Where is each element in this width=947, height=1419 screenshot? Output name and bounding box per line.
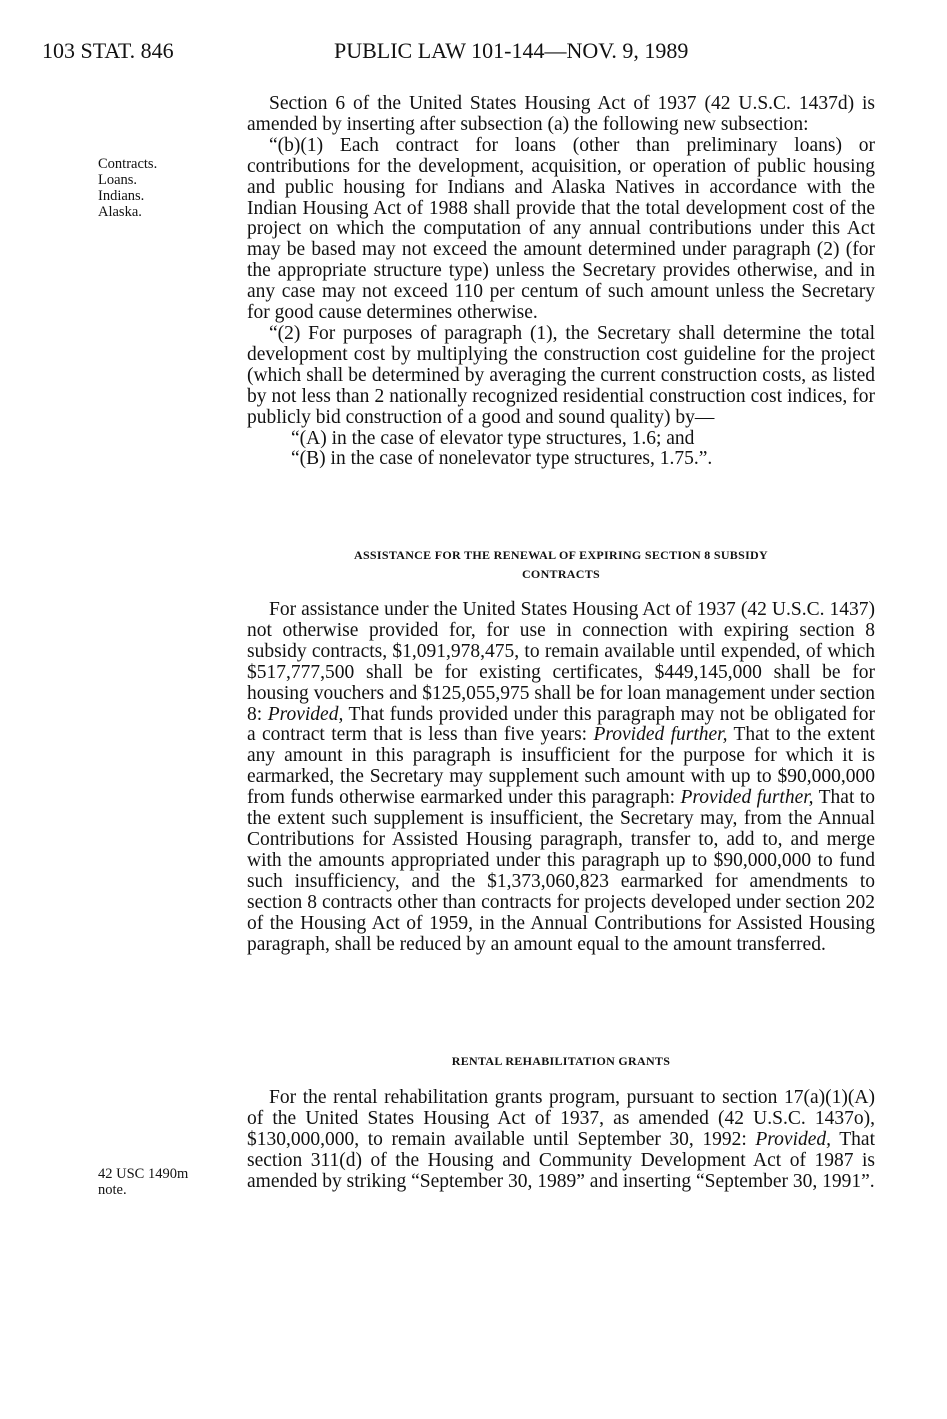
margin-note-line: Alaska. <box>98 204 142 220</box>
margin-note-line: Indians. <box>98 188 145 204</box>
proviso-italic: Provided further, <box>680 787 814 809</box>
assistance-paragraph <box>247 600 875 955</box>
heading-line: RENTAL REHABILITATION GRANTS <box>451 1054 671 1068</box>
margin-note-line: Contracts. <box>98 156 158 172</box>
heading-line: CONTRACTS <box>521 567 601 581</box>
subparagraph-a: “(A) in the case of elevator type structures, 1.6; and <box>291 427 695 449</box>
proviso-italic: Provided, <box>267 703 344 725</box>
subparagraph-b: “(B) in the case of nonelevator type structures, 1.75.”. <box>291 448 713 470</box>
text-run: That section 311(d) of the Housing and Community Development Act of 1987 is amended by striking “September 30, 1989” and inserting “September 30, 1991”. <box>247 1128 875 1192</box>
section-6-amendment <box>247 94 875 470</box>
margin-note-contracts <box>98 156 157 220</box>
rental-rehabilitation-section <box>247 1088 875 1193</box>
paragraph-b1: “(b)(1) Each contract for loans (other than preliminary loans) or contributions for the development, acquisition, or operation of public housing and public housing for Indians and Alaska Natives in accordance with the Indian Housing Act of 1988 shall provide that the total development cost of the project on which the computation of any annual contributions under this Act may be based may not exceed the amount determined under paragraph (2) (for the appropriate structure type) unless the Secretary provides otherwise, and in any case may not exceed 110 per centum of such amount unless the Secretary for good cause determines otherwise. <box>247 134 875 324</box>
margin-note-line: note. <box>98 1182 127 1198</box>
public-law-title: PUBLIC LAW 101-144—NOV. 9, 1989 <box>334 38 689 63</box>
proviso-italic: Provided, <box>755 1128 832 1150</box>
paragraph-2: “(2) For purposes of paragraph (1), the Secretary shall determine the total development cost by multiplying the construction cost guideline for the project (which shall be determined by averaging the current construction costs, as listed by not less than 2 nationally recognized residential construction cost indices, for publicly bid construction of a good and sound quality) by— <box>247 322 875 428</box>
margin-note-line: Loans. <box>98 172 138 188</box>
heading-rental-rehabilitation <box>247 1052 875 1071</box>
section-intro-paragraph: Section 6 of the United States Housing Act of 1937 (42 U.S.C. 1437d) is amended by inserting after subsection (a) the following new subsection: <box>247 93 875 135</box>
text-run: That to the extent any amount in this paragraph is insufficient for the purpose for which it is earmarked, the Secretary may supplement such amount with up to $90,000,000 from funds otherwise earmarked under this paragraph: <box>247 724 875 809</box>
text-run: That funds provided under this paragraph may not be obligated for a contract term that is less than five years: <box>247 703 875 746</box>
text-run: For the rental rehabilitation grants program, pursuant to section 17(a)(1)(A) of the United States Housing Act of 1937, as amended (42 U.S.C. 1437o), $130,000,000, to remain available until September 30, 1992: <box>247 1087 875 1150</box>
rental-paragraph <box>247 1088 875 1193</box>
margin-note-usc <box>98 1166 188 1198</box>
text-run: That to the extent such supplement is insufficient, the Secretary may, from the Annual Contributions for Assisted Housing paragraph, transfer to, add to, and merge with the amounts appropriated under this paragraph up to $90,000,000 to fund such insufficiency, and the $1,373,060,823 earmarked for amendments to section 8 contracts other than contracts for projects developed under section 202 of the Housing Act of 1959, in the Annual Contributions for Assisted Housing paragraph, shall be reduced by an amount equal to the amount transferred. <box>247 787 875 955</box>
assistance-renewal-section <box>247 600 875 955</box>
stat-page-number: 103 STAT. 846 <box>42 38 174 63</box>
heading-assistance-renewal <box>247 546 875 584</box>
proviso-italic: Provided further, <box>593 724 728 746</box>
text-run: For assistance under the United States Housing Act of 1937 (42 U.S.C. 1437) not otherwise provided for, for use in connection with expiring section 8 subsidy contracts, $1,091,978,475, to remain available until expended, of which $517,777,500 shall be for existing certificates, $449,145,000 shall be for housing vouchers and $125,055,975 shall be for loan management under section 8: <box>247 599 875 725</box>
margin-note-line: 42 USC 1490m <box>98 1166 189 1182</box>
heading-line: ASSISTANCE FOR THE RENEWAL OF EXPIRING SECTION 8 SUBSIDY <box>353 548 768 562</box>
page-header <box>42 38 882 70</box>
